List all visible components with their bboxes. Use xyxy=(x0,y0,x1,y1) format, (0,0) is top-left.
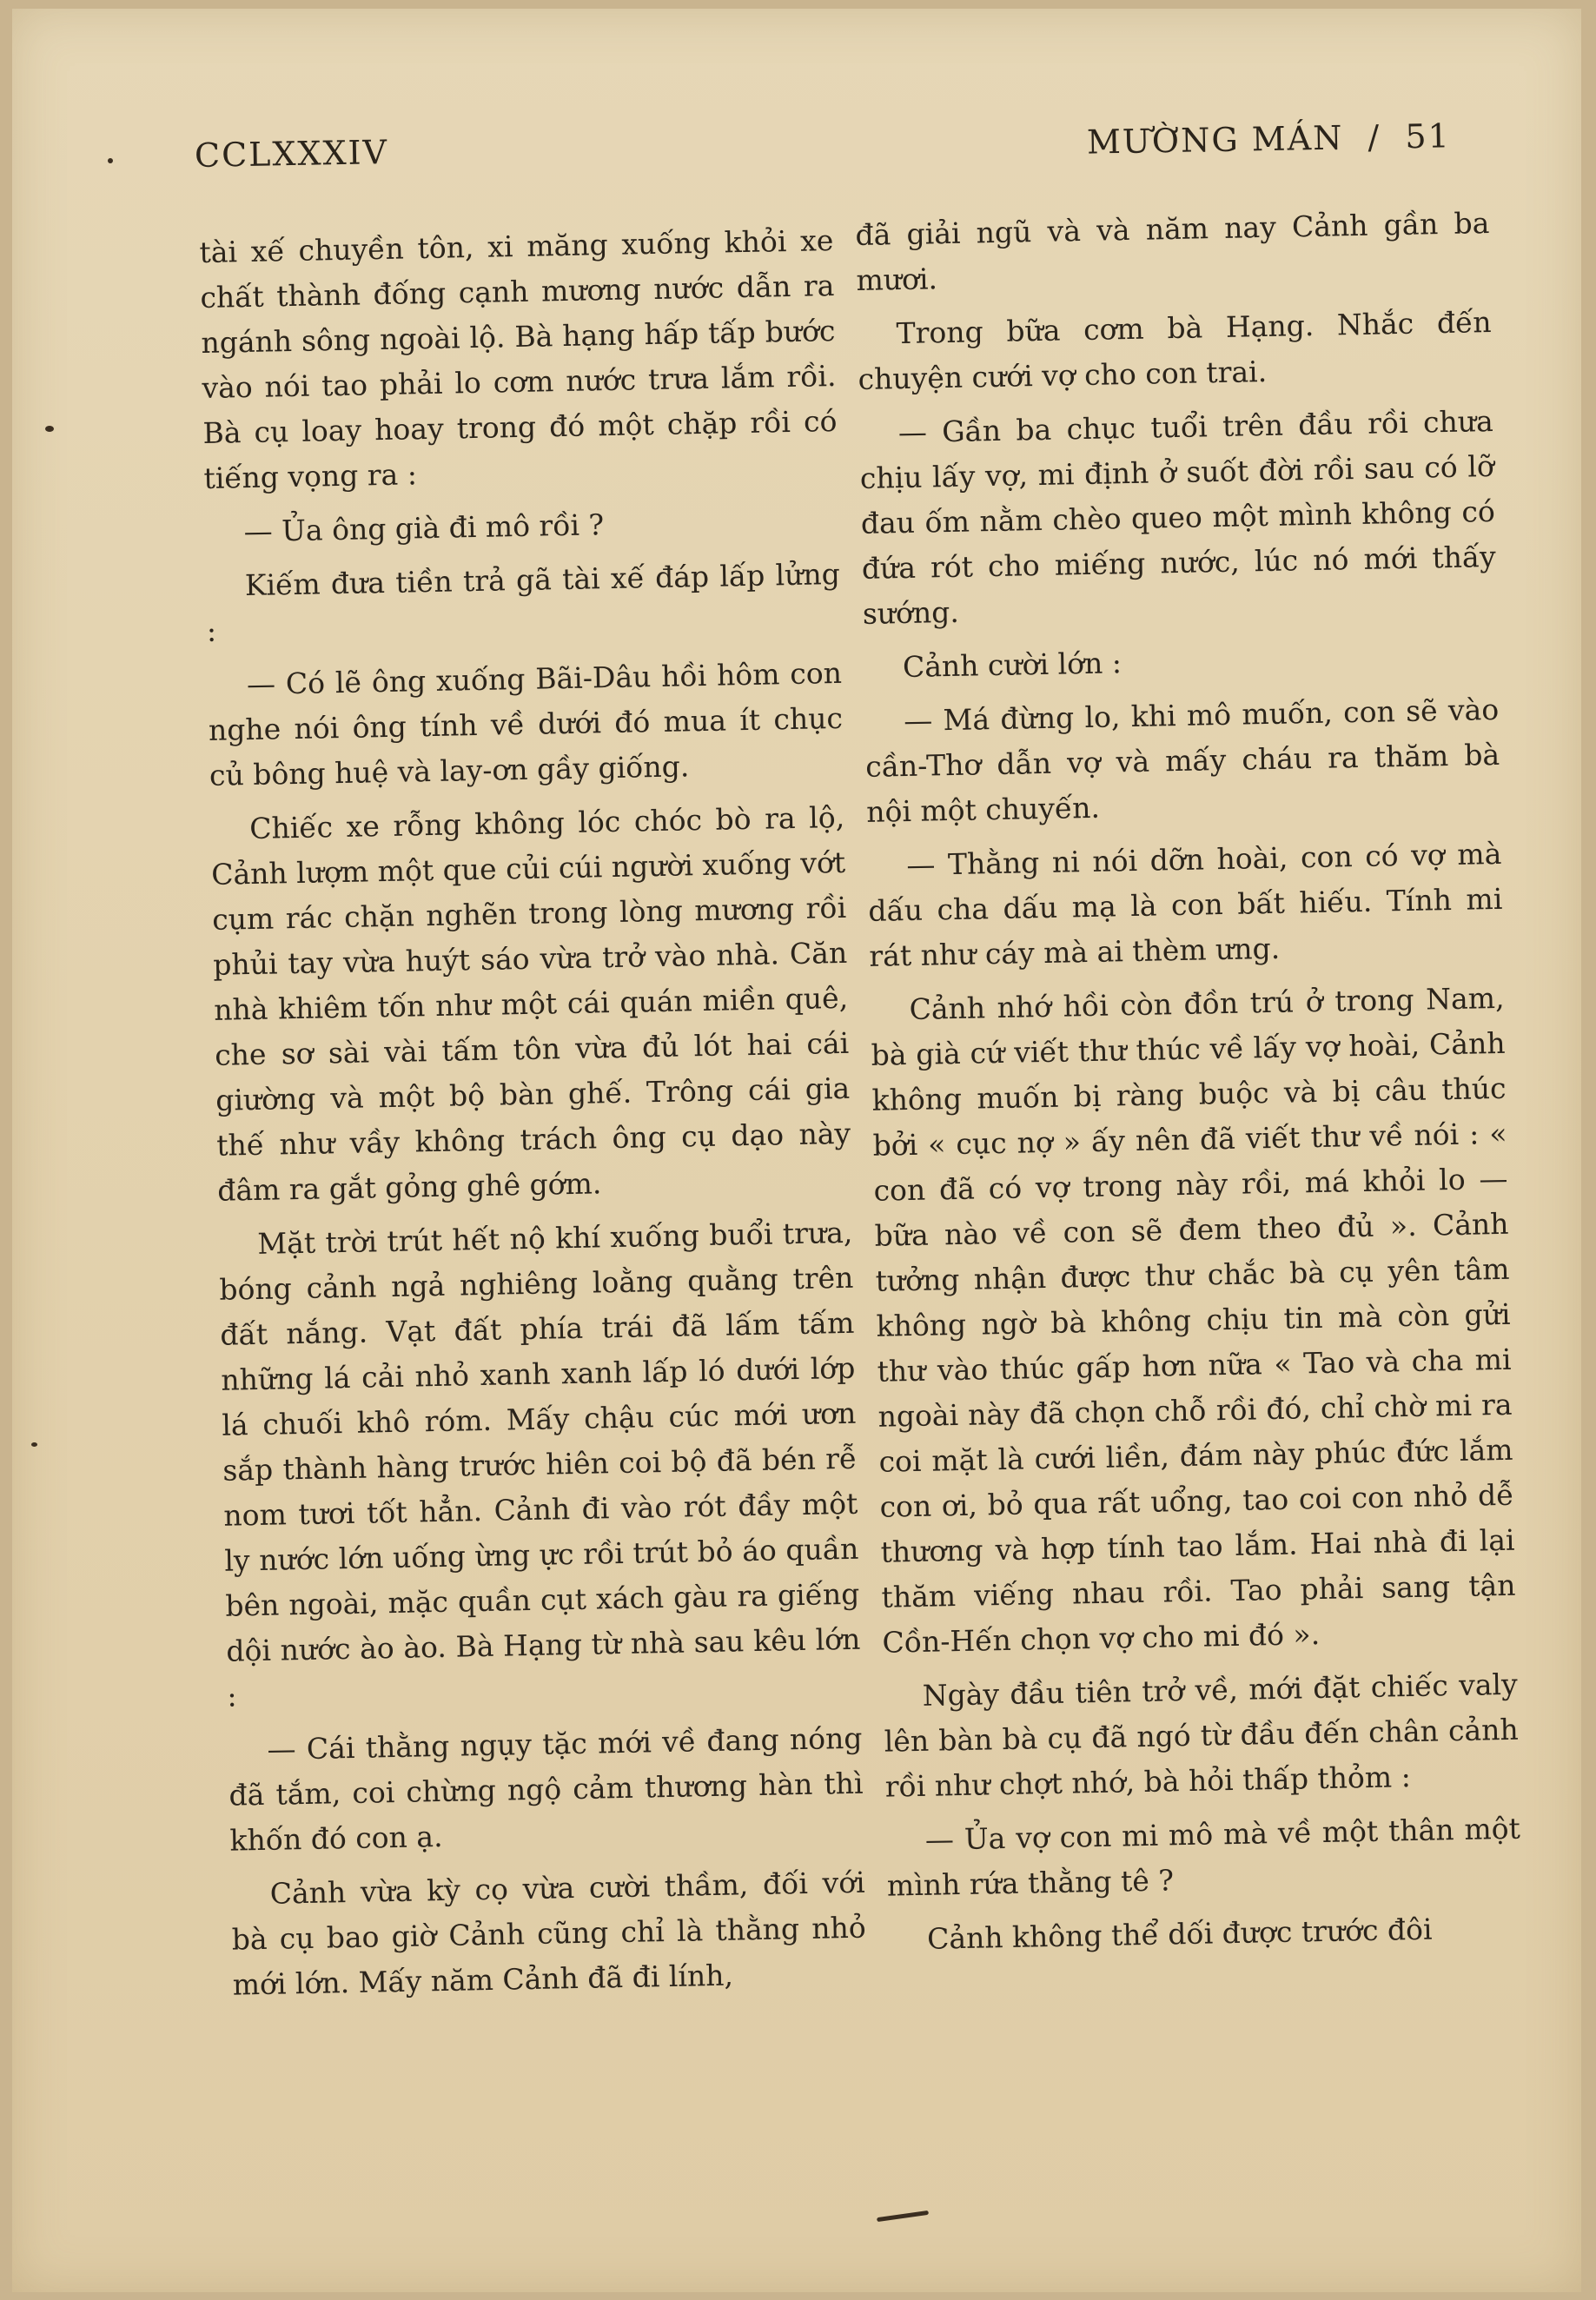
left-column xyxy=(199,218,867,2017)
right-column xyxy=(855,201,1523,1972)
paragraph: Trong bữa cơm bà Hạng. Nhắc đến chuyện cưới vợ cho con trai. xyxy=(858,304,1492,396)
paragraph: — Ủa ông già đi mô rồi ? xyxy=(243,507,605,549)
header-separator: / xyxy=(1368,117,1381,157)
ink-speck xyxy=(877,2211,929,2222)
paragraph: Mặt trời trút hết nộ khí xuống buổi trưa, bóng cảnh ngả nghiêng loằng quằng trên đất nắng. Vạt đất phía trái đã lấm tấm những lá cải nhỏ xanh xanh lấp ló dưới lớp lá chuối khô róm. Mấy chậu cúc mới ươn sắp thành hàng trước hiên coi bộ đã bén rễ nom tươi tốt hẳn. Cảnh đi vào rót đầy một ly nước lớn uống ừng ực rồi trút bỏ áo quần bên ngoài, mặc quần cụt xách gàu ra giếng dội nước ào ào. Bà Hạng từ nhà sau kêu lớn : xyxy=(219,1215,861,1713)
paragraph: — Có lẽ ông xuống Bãi-Dâu hồi hôm con nghe nói ông tính về dưới đó mua ít chục củ bông huệ và lay-ơn gầy giống. xyxy=(208,655,844,792)
book-page xyxy=(12,9,1581,2292)
paragraph: tài xế chuyền tôn, xi măng xuống khỏi xe chất thành đống cạnh mương nước dẫn ra ngánh sông ngoài lộ. Bà hạng hấp tấp bước vào nói tao phải lo cơm nước trưa lắm rồi. Bà cụ loay hoay trong đó một chặp rồi có tiếng vọng ra : xyxy=(199,222,838,495)
paragraph: — Thằng ni nói dỡn hoài, con có vợ mà dấu cha dấu mạ là con bất hiếu. Tính mi rát như cáy mà ai thèm ưng. xyxy=(868,836,1503,973)
paragraph: Cảnh nhớ hồi còn đồn trú ở trong Nam, bà già cứ viết thư thúc về lấy vợ hoài, Cảnh không muốn bị ràng buộc và bị câu thúc bởi « cục nợ » ấy nên đã viết thư về nói : « con đã có vợ trong này rồi, má khỏi lo — bữa nào về con sẽ đem theo đủ ». Cảnh tưởng nhận được thư chắc bà cụ yên tâm không ngờ bà không chịu tin mà còn gửi thư vào thúc gấp hơn nữa « Tao và cha mi ngoài này đã chọn chỗ rồi đó, chỉ chờ mi ra coi mặt là cưới liền, đám này phúc đức lắm con ơi, bỏ qua rất uổng, tao coi con nhỏ dễ thương và hợp tính tao lắm. Hai nhà đi lại thăm viếng nhau rồi. Tao phải sang tận Cồn-Hến chọn vợ cho mi đó ». xyxy=(871,980,1516,1660)
ink-speck xyxy=(45,426,54,432)
ink-speck xyxy=(108,158,113,163)
paragraph: — Cái thằng ngụy tặc mới về đang nóng đã tắm, coi chừng ngộ cảm thương hàn thì khốn đó con ạ. xyxy=(228,1720,864,1858)
paragraph: Cảnh cười lớn : xyxy=(902,646,1122,685)
paragraph: — Ủa vợ con mi mô mà về một thân một mình rứa thằng tê ? xyxy=(886,1811,1521,1903)
paragraph: Cảnh vừa kỳ cọ vừa cười thầm, đối với bà cụ bao giờ Cảnh cũng chỉ là thằng nhỏ mới lớn. Mấy năm Cảnh đã đi lính, xyxy=(231,1865,867,2002)
paragraph: Cảnh không thể dối được trước đôi xyxy=(926,1912,1433,1956)
paragraph: đã giải ngũ và và năm nay Cảnh gần ba mươi. xyxy=(855,205,1490,297)
running-header xyxy=(1087,116,1451,161)
paragraph: — Má đừng lo, khi mô muốn, con sẽ vào cần-Thơ dẫn vợ và mấy cháu ra thăm bà nội một chuyến. xyxy=(864,692,1500,829)
paragraph: Ngày đầu tiên trở về, mới đặt chiếc valy lên bàn bà cụ đã ngó từ đầu đến chân cảnh rồi như chợt nhớ, bà hỏi thấp thỏm : xyxy=(884,1667,1520,1804)
running-title: MƯỜNG MÁN xyxy=(1086,118,1345,162)
paragraph: Chiếc xe rỗng không lóc chóc bò ra lộ, Cảnh lượm một que củi cúi người xuống vớt cụm rác chặn nghẽn trong lòng mương rồi phủi tay vừa huýt sáo vừa trở vào nhà. Căn nhà khiêm tốn như một cái quán miền quê, che sơ sài vài tấm tôn vừa đủ lót hai cái giường và một bộ bàn ghế. Trông cái gia thế như vầy không trách ông cụ dạo này đâm ra gắt gỏng ghê gớm. xyxy=(210,799,851,1208)
paragraph: Kiếm đưa tiền trả gã tài xế đáp lấp lửng : xyxy=(206,556,841,648)
paragraph: — Gần ba chục tuổi trên đầu rồi chưa chịu lấy vợ, mi định ở suốt đời rồi sau có lỡ đau ốm nằm chèo queo một mình không có đứa rót cho miếng nước, lúc nó mới thấy sướng. xyxy=(859,403,1497,631)
ink-speck xyxy=(31,1442,37,1447)
page-number: 51 xyxy=(1405,116,1452,156)
section-number: CCLXXXIV xyxy=(194,133,389,175)
